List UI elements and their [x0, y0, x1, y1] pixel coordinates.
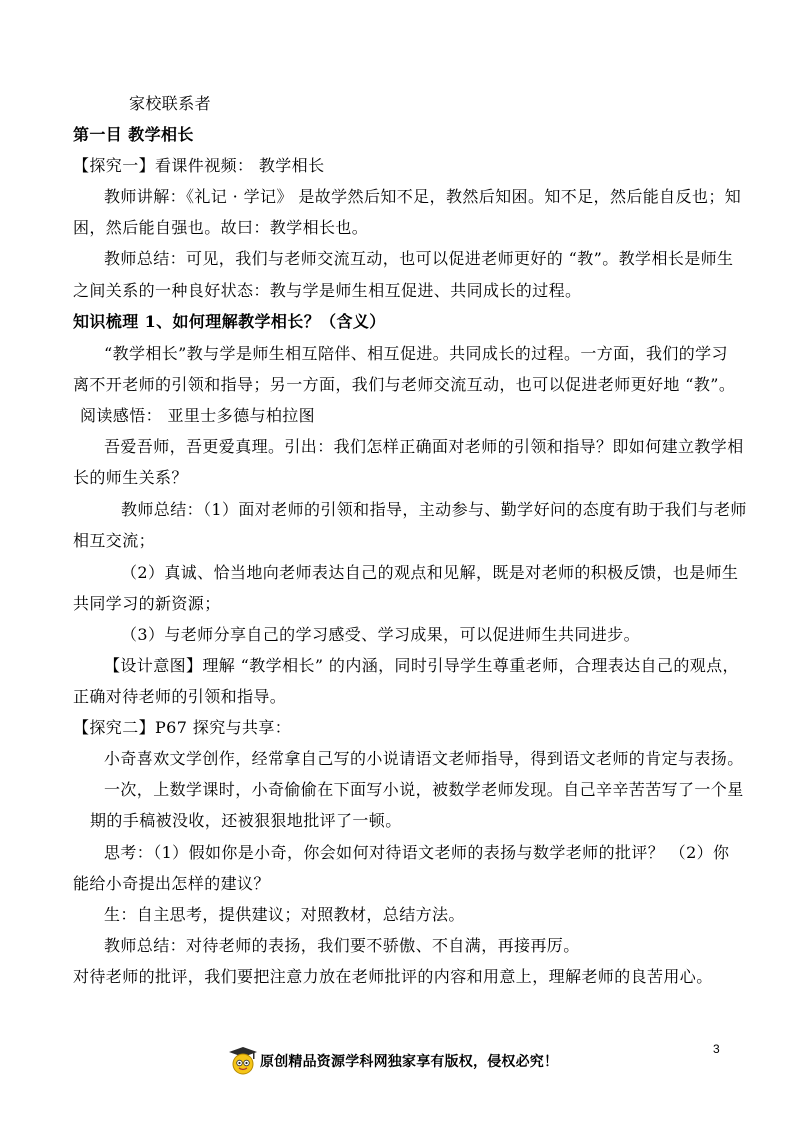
- paragraph-line: 困，然后能自强也。故曰：教学相长也。: [73, 218, 369, 237]
- paragraph-line: 生：自主思考，提供建议；对照教材，总结方法。: [104, 905, 465, 924]
- paragraph-line: （3）与老师分享自己的学习感受、学习成果，可以促进师生共同进步。: [121, 625, 640, 644]
- paragraph-line: 思考：（1）假如你是小奇，你会如何对待语文老师的表扬与数学老师的批评？ （2）你: [104, 843, 730, 862]
- paragraph-line: 【设计意图】理解 “教学相长” 的内涵，同时引导学生尊重老师，合理表达自己的观点，: [104, 656, 739, 675]
- paragraph-line: 家校联系者: [129, 94, 212, 113]
- paragraph-line: 对待老师的批评，我们要把注意力放在老师批评的内容和用意上，理解老师的良苦用心。: [73, 967, 713, 986]
- paragraph-line: 教师总结：对待老师的表扬，我们要不骄傲、不自满，再接再厉。: [104, 936, 580, 955]
- section-heading: 第一目 教学相长: [73, 125, 194, 144]
- page-number: 3: [713, 1042, 720, 1056]
- paragraph-line: 教师讲解：《礼记 · 学记》 是故学然后知不足，教然后知困。知不足，然后能自反也；知: [104, 187, 742, 206]
- paragraph-line: 期的手稿被没收，还被狠狠地批评了一顿。: [90, 811, 402, 830]
- paragraph-line: 共同学习的新资源；: [73, 594, 221, 613]
- paragraph-line: 阅读感悟： 亚里士多德与柏拉图: [80, 406, 316, 425]
- page-footer: [228, 1046, 558, 1076]
- paragraph-line: 之间关系的一种良好状态：教与学是师生相互促进、共同成长的过程。: [73, 281, 582, 300]
- paragraph-line: 教师总结：（1）面对老师的引领和指导，主动参与、勤学好问的态度有助于我们与老师: [121, 500, 747, 519]
- paragraph-line: 小奇喜欢文学创作，经常拿自己写的小说请语文老师指导，得到语文老师的肯定与表扬。: [104, 749, 744, 768]
- paragraph-line: （2）真诚、恰当地向老师表达自己的观点和见解，既是对老师的积极反馈，也是师生: [121, 563, 739, 582]
- cartoon-scholar-icon: [228, 1046, 258, 1076]
- paragraph-line: 长的师生关系？: [73, 468, 188, 487]
- paragraph-line: 一次，上数学课时，小奇偷偷在下面写小说，被数学老师发现。自己辛辛苦苦写了一个星: [104, 780, 744, 799]
- copyright-notice: 原创精品资源学科网独家享有版权，侵权必究！: [260, 1054, 559, 1070]
- paragraph-line: 吾爱吾师，吾更爱真理。引出：我们怎样正确面对老师的引领和指导？即如何建立教学相: [104, 437, 744, 456]
- paragraph-line: “教学相长”教与学是师生相互陪伴、相互促进。共同成长的过程。一方面，我们的学习: [104, 344, 728, 363]
- paragraph-line: 教师总结：可见，我们与老师交流互动，也可以促进老师更好的 “教”。教学相长是师生: [104, 249, 734, 268]
- knowledge-heading: 知识梳理 1、如何理解教学相长？（含义）: [73, 312, 386, 331]
- paragraph-line: 相互交流；: [73, 531, 156, 550]
- paragraph-line: 【探究二】P67 探究与共享：: [73, 718, 292, 737]
- paragraph-line: 能给小奇提出怎样的建议？: [73, 874, 270, 893]
- paragraph-line: 【探究一】看课件视频： 教学相长: [73, 156, 325, 175]
- paragraph-line: 正确对待老师的引领和指导。: [73, 687, 287, 706]
- paragraph-line: 离不开老师的引领和指导；另一方面，我们与老师交流互动，也可以促进老师更好地 “教”。: [73, 375, 736, 394]
